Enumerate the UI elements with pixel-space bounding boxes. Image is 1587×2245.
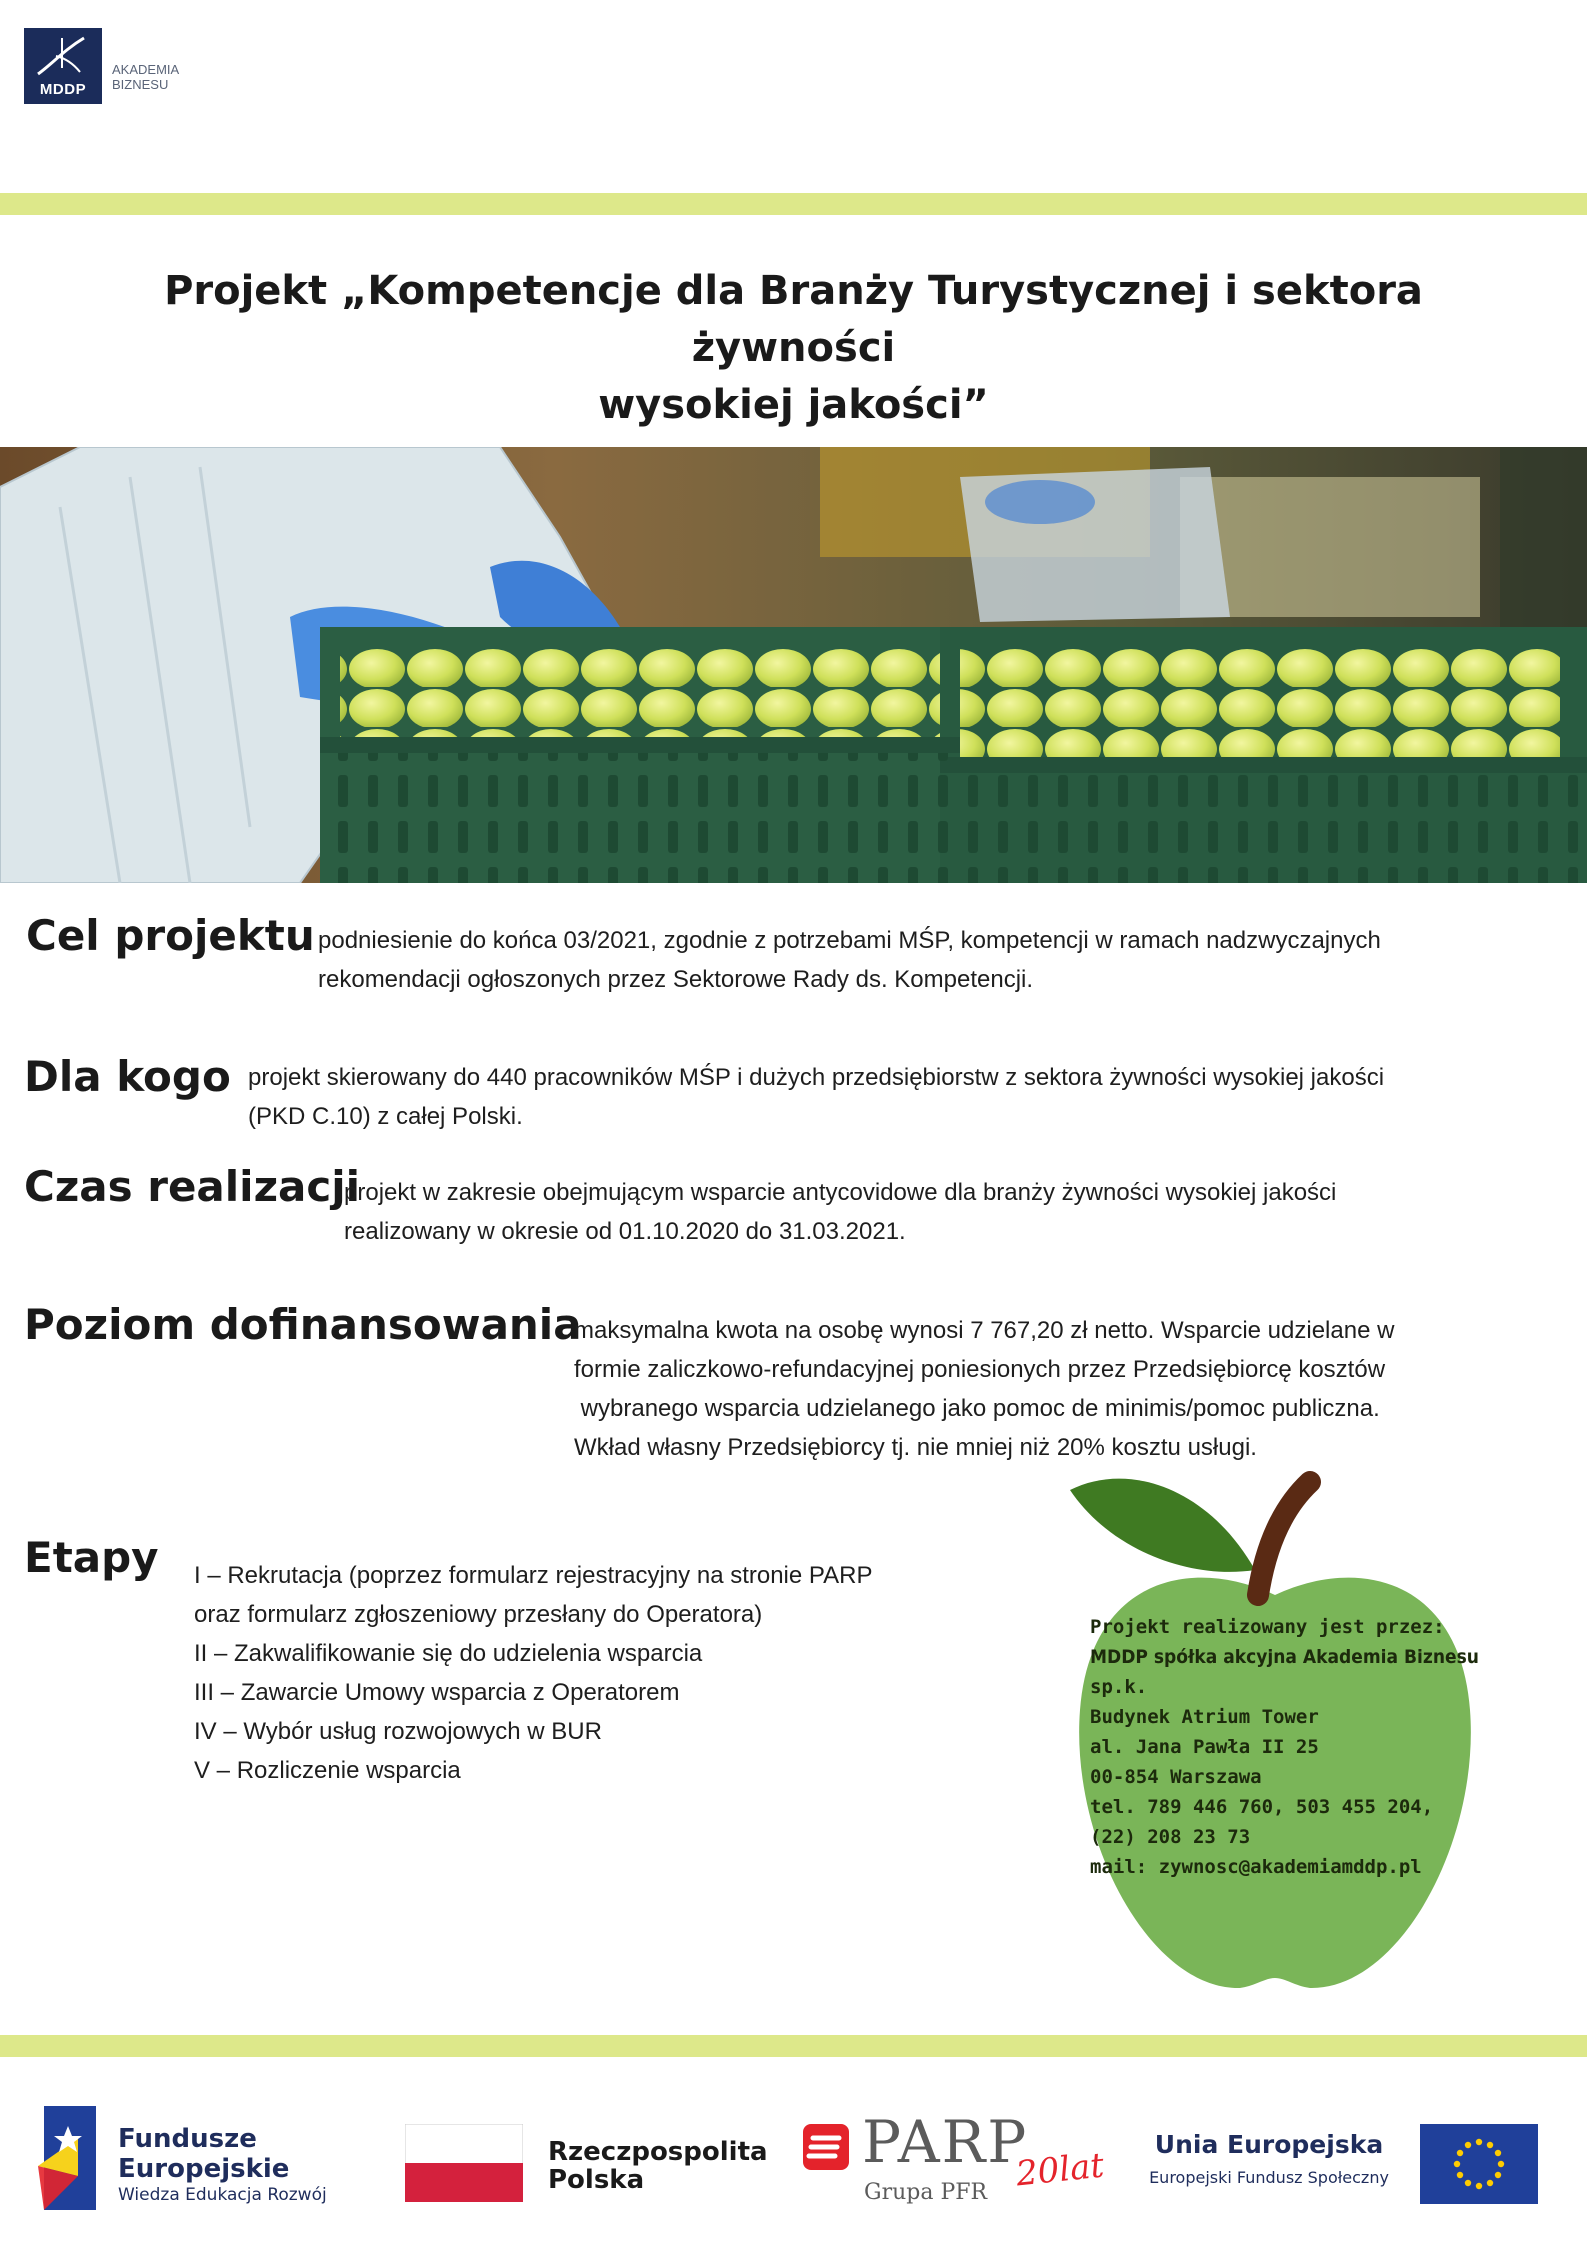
apple-sorting-photo: [0, 447, 1587, 883]
fe-line-1: Fundusze: [118, 2124, 257, 2154]
dla-line-2: (PKD C.10) z całej Polski.: [248, 1103, 523, 1130]
parp-group: Grupa PFR: [864, 2180, 988, 2205]
poziom-line-2: formie zaliczkowo-refundacyjnej poniesionych przez Przedsiębiorcę kosztów: [574, 1356, 1386, 1383]
logo-abbr: MDDP: [39, 81, 87, 98]
mddp-logo: [24, 28, 102, 104]
fe-line-2: Europejskie: [118, 2154, 290, 2184]
ue-subtitle: Europejski Fundusz Społeczny: [1149, 2168, 1389, 2187]
dla-kogo-text: [248, 1058, 1384, 1136]
ue-title: Unia Europejska: [1154, 2130, 1384, 2159]
etapy-list: [194, 1556, 872, 1790]
logo-line-2: BIZNESU: [112, 77, 169, 92]
rp-title: [548, 2138, 768, 2194]
page-title: [80, 263, 1507, 434]
contact-line: mail: zywnosc@akademiamddp.pl: [1090, 1856, 1422, 1878]
rp-line-2: Polska: [548, 2165, 645, 2195]
contact-line: tel. 789 446 760, 503 455 204,: [1090, 1796, 1434, 1818]
poziom-dofinansowania-text: [574, 1311, 1394, 1467]
top-divider: [0, 193, 1587, 215]
contact-line: Projekt realizowany jest przez:: [1090, 1616, 1445, 1638]
czas-realizacji-text: [344, 1173, 1336, 1251]
bottom-divider: [0, 2035, 1587, 2057]
contact-line: Budynek Atrium Tower: [1090, 1706, 1319, 1728]
fe-title: [118, 2124, 289, 2184]
fe-subtitle: Wiedza Edukacja Rozwój: [118, 2185, 327, 2205]
parp-icon: [803, 2124, 849, 2170]
cel-line-1: podniesienie do końca 03/2021, zgodnie z potrzebami MŚP, kompetencji w ramach nadzwyczajnych: [318, 927, 1381, 954]
title-line-2: wysokiej jakości”: [598, 382, 989, 428]
stage-item: oraz formularz zgłoszeniowy przesłany do Operatora): [194, 1601, 763, 1628]
dla-kogo-label: Dla kogo: [24, 1052, 231, 1101]
parp-anniversary: 20lat: [1014, 2145, 1106, 2195]
cel-line-2: rekomendacji ogłoszonych przez Sektorowe Rady ds. Kompetencji.: [318, 966, 1034, 993]
czas-line-2: realizowany w okresie od 01.10.2020 do 31.03.2021.: [344, 1218, 906, 1245]
stage-item: II – Zakwalifikowanie się do udzielenia wsparcia: [194, 1640, 703, 1667]
apple-leaf-icon: [1070, 1479, 1255, 1572]
contact-line: (22) 208 23 73: [1090, 1826, 1251, 1848]
logo-line-1: AKADEMIA: [112, 62, 180, 77]
contact-info: [1090, 1612, 1510, 1882]
poziom-line-4: Wkład własny Przedsiębiorcy tj. nie mniej niż 20% kosztu usługi.: [574, 1434, 1257, 1461]
logo-text: [112, 62, 179, 92]
contact-line: 00-854 Warszawa: [1090, 1766, 1262, 1788]
polish-flag-icon: [405, 2124, 523, 2202]
contact-line: sp.k.: [1090, 1676, 1148, 1698]
stage-item: I – Rekrutacja (poprzez formularz rejestracyjny na stronie PARP: [194, 1562, 873, 1589]
title-line-1: Projekt „Kompetencje dla Branży Turystycznej i sektora żywności: [164, 268, 1423, 371]
poziom-dofinansowania-label: Poziom dofinansowania: [24, 1300, 582, 1349]
cel-projektu-text: [318, 921, 1381, 999]
czas-line-1: projekt w zakresie obejmującym wsparcie antycovidowe dla branży żywności wysokiej jakości: [344, 1179, 1337, 1206]
eu-flag-icon: [1420, 2124, 1538, 2204]
czas-realizacji-label: Czas realizacji: [24, 1162, 361, 1211]
apple-stem-icon: [1258, 1482, 1310, 1595]
poziom-line-1: maksymalna kwota na osobę wynosi 7 767,20 zł netto. Wsparcie udzielane w: [574, 1317, 1395, 1344]
cel-projektu-label: Cel projektu: [26, 911, 315, 960]
dla-line-1: projekt skierowany do 440 pracowników MŚP i dużych przedsiębiorstw z sektora żywności wysokiej jakości: [248, 1064, 1385, 1091]
fundusze-europejskie-logo-icon: [38, 2106, 96, 2210]
rp-line-1: Rzeczpospolita: [548, 2137, 768, 2167]
poziom-line-3: wybranego wsparcia udzielanego jako pomoc de minimis/pomoc publiczna.: [574, 1395, 1380, 1422]
parp-name: PARP: [862, 2108, 1029, 2176]
contact-line: MDDP spółka akcyjna Akademia Biznesu: [1090, 1646, 1479, 1668]
stage-item: III – Zawarcie Umowy wsparcia z Operatorem: [194, 1679, 680, 1706]
stage-item: IV – Wybór usług rozwojowych w BUR: [194, 1718, 602, 1745]
etapy-label: Etapy: [24, 1533, 159, 1582]
contact-line: al. Jana Pawła II 25: [1090, 1736, 1319, 1758]
logo-swoosh-icon: [34, 34, 92, 78]
stage-item: V – Rozliczenie wsparcia: [194, 1757, 461, 1784]
